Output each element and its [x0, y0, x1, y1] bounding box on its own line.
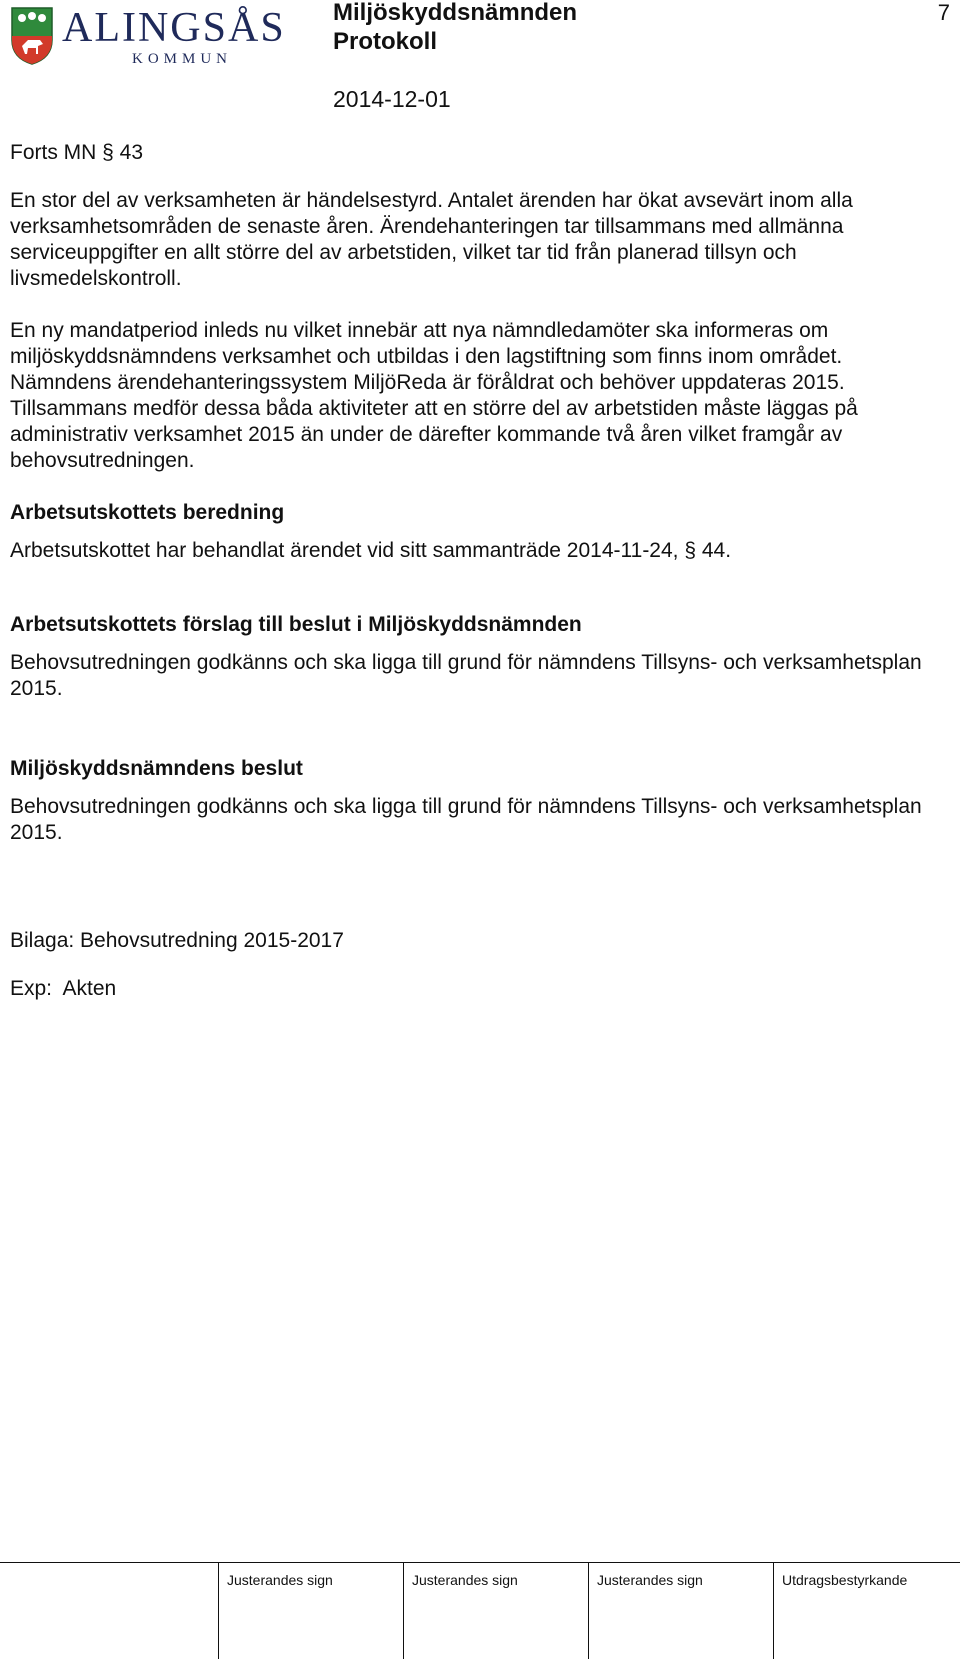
signature-cell	[403, 1562, 589, 1659]
section-reference: Forts MN § 43	[10, 141, 144, 164]
signature-cell	[218, 1562, 404, 1659]
committee-name: Miljöskyddsnämnden	[333, 0, 578, 26]
dispatch-line: Exp: Akten	[10, 977, 117, 1000]
document-type: Protokoll	[333, 28, 438, 55]
heading-board-decision: Miljöskyddsnämndens beslut	[10, 757, 303, 780]
signature-label: Justerandes sign	[227, 1572, 333, 1588]
paragraph-mandate-period: En ny mandatperiod inleds nu vilket innebär att nya nämndledamöter ska informeras om miljöskyddsnämndens verksamhet och utbildas i den lagstiftning som finns inom området.	[10, 319, 843, 368]
board-decision-text: Behovsutredningen godkänns och ska ligga till grund för nämndens Tillsyns- och verksamhetsplan 2015.	[10, 795, 922, 844]
logo-subtitle: KOMMUN	[132, 51, 233, 67]
paragraph-workload: En stor del av verksamheten är händelsestyrd. Antalet ärenden har ökat avsevärt inom alla verksamhetsområden de senaste åren. Ärendehanteringen tar tillsammans med allmänna serviceuppgifter en allt större del av arbetstiden, vilket tar tid från planerad tillsyn och livsmedelskontroll.	[10, 189, 853, 290]
signature-cell	[588, 1562, 774, 1659]
certification-label: Utdragsbestyrkande	[782, 1572, 908, 1588]
logo-wordmark: ALINGSÅS	[62, 5, 286, 51]
municipality-logo	[10, 4, 290, 70]
signature-footer	[0, 1562, 960, 1659]
certification-cell	[773, 1562, 960, 1659]
heading-committee-preparation: Arbetsutskottets beredning	[10, 501, 285, 524]
page-number: 7	[937, 0, 950, 25]
committee-proposal-text: Behovsutredningen godkänns och ska ligga till grund för nämndens Tillsyns- och verksamhetsplan 2015.	[10, 651, 922, 700]
attachment-line: Bilaga: Behovsutredning 2015-2017	[10, 929, 344, 952]
document-body	[10, 140, 930, 1002]
paragraph-administration: Tillsammans medför dessa båda aktiviteter att en större del av arbetstiden måste läggas på administrativ verksamhet 2015 än under de därefter kommande två åren vilket framgår av behovsutredningen.	[10, 397, 858, 472]
heading-committee-proposal: Arbetsutskottets förslag till beslut i Miljöskyddsnämnden	[10, 613, 582, 636]
committee-preparation-text: Arbetsutskottet har behandlat ärendet vid sitt sammanträde 2014-11-24, § 44.	[10, 539, 732, 562]
signature-label: Justerandes sign	[597, 1572, 703, 1588]
signature-label: Justerandes sign	[412, 1572, 518, 1588]
coat-of-arms-icon	[10, 6, 54, 66]
paragraph-case-system: Nämndens ärendehanteringssystem MiljöReda är föråldrat och behöver uppdateras 2015.	[10, 371, 845, 394]
meeting-date: 2014-12-01	[333, 86, 451, 112]
